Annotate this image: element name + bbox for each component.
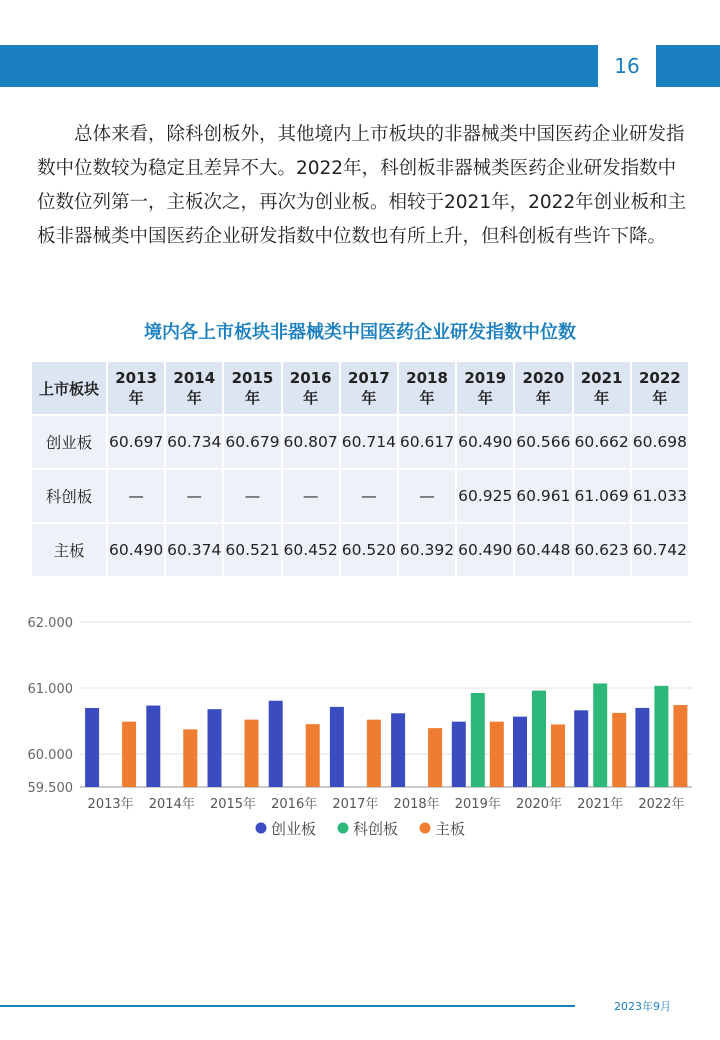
table-cell: — — [340, 469, 398, 523]
table-header-cell: 2022年 — [631, 361, 689, 415]
bar — [593, 683, 607, 787]
x-tick-label: 2022年 — [638, 797, 685, 812]
table-cell: 61.069 — [573, 469, 631, 523]
bar — [269, 701, 283, 787]
legend-marker — [256, 823, 267, 834]
y-tick-label: 59.500 — [27, 781, 73, 796]
table-cell: 60.807 — [282, 415, 340, 469]
bar-chart — [0, 600, 720, 860]
y-tick-label: 60.000 — [27, 748, 73, 763]
table-cell: 60.392 — [398, 523, 456, 577]
bar-chart-svg — [0, 600, 720, 860]
table-cell: 60.490 — [456, 523, 514, 577]
x-tick-label: 2013年 — [87, 797, 134, 812]
bar — [673, 705, 687, 787]
table-cell: 60.521 — [223, 523, 281, 577]
table-header-cell: 2017年 — [340, 361, 398, 415]
table-cell: 60.490 — [456, 415, 514, 469]
table-cell: 61.033 — [631, 469, 689, 523]
x-tick-label: 2016年 — [271, 797, 318, 812]
table-title: 境内各上市板块非器械类中国医药企业研发指数中位数 — [144, 322, 576, 343]
table-cell: 60.697 — [107, 415, 165, 469]
table-cell: 60.520 — [340, 523, 398, 577]
header-bar-right — [656, 45, 720, 87]
page-number: 16 — [614, 54, 640, 78]
bar — [208, 709, 222, 787]
x-tick-label: 2021年 — [577, 797, 624, 812]
bar — [513, 717, 527, 787]
table-cell: 60.374 — [165, 523, 223, 577]
bar — [122, 722, 136, 787]
bar — [146, 706, 160, 787]
table-cell: — — [165, 469, 223, 523]
x-tick-label: 2018年 — [393, 797, 440, 812]
bar — [574, 710, 588, 787]
table-header-cell: 2018年 — [398, 361, 456, 415]
table-row — [31, 469, 689, 523]
y-tick-label: 61.000 — [27, 682, 73, 697]
table-header-cell: 2016年 — [282, 361, 340, 415]
table-cell: 创业板 — [31, 415, 107, 469]
table-cell: 60.961 — [514, 469, 572, 523]
table-header-cell: 2021年 — [573, 361, 631, 415]
table-cell: 60.623 — [573, 523, 631, 577]
legend-marker — [420, 823, 431, 834]
legend-marker — [338, 823, 349, 834]
table-header-cell: 2019年 — [456, 361, 514, 415]
table-cell: — — [398, 469, 456, 523]
table-row — [31, 415, 689, 469]
bar — [532, 691, 546, 787]
table-cell: — — [282, 469, 340, 523]
bar — [85, 708, 99, 787]
table-cell: 60.742 — [631, 523, 689, 577]
table-header-cell: 2015年 — [223, 361, 281, 415]
table-cell: 科创板 — [31, 469, 107, 523]
table-row — [31, 523, 689, 577]
bar — [490, 722, 504, 787]
bar — [654, 686, 668, 787]
legend-label: 科创板 — [353, 820, 399, 838]
table-header-row — [31, 361, 689, 415]
table-cell: 60.662 — [573, 415, 631, 469]
table-cell: 60.698 — [631, 415, 689, 469]
footer-date: 2023年9月 — [614, 1000, 671, 1013]
bar — [245, 720, 259, 787]
table-cell: 主板 — [31, 523, 107, 577]
y-tick-label: 62.000 — [27, 616, 73, 631]
bar — [551, 724, 565, 787]
table-header-cell: 2020年 — [514, 361, 572, 415]
table-header-cell: 2013年 — [107, 361, 165, 415]
table-header-cell: 上市板块 — [31, 361, 107, 415]
bar — [391, 713, 405, 787]
bar — [612, 713, 626, 787]
bar — [428, 728, 442, 787]
table-cell: — — [107, 469, 165, 523]
table-cell: 60.617 — [398, 415, 456, 469]
bar — [306, 724, 320, 787]
bar — [367, 720, 381, 787]
footer-line — [0, 1005, 575, 1007]
bar — [183, 729, 197, 787]
legend-label: 主板 — [435, 820, 466, 838]
table-cell: 60.566 — [514, 415, 572, 469]
data-table — [30, 360, 690, 578]
bar — [330, 707, 344, 787]
table-cell: 60.714 — [340, 415, 398, 469]
table-header-cell: 2014年 — [165, 361, 223, 415]
x-tick-label: 2014年 — [148, 797, 195, 812]
bar — [471, 693, 485, 787]
table-cell: 60.490 — [107, 523, 165, 577]
x-tick-label: 2020年 — [515, 797, 563, 812]
body-paragraph: 总体来看，除科创板外，其他境内上市板块的非器械类中国医药企业研发指数中位数较为稳定且差异不大。2022年，科创板非器械类医药企业研发指数中位数位列第一，主板次之，再次为创业板。相较于2021年，2022年创业板和主板非器械类中国医药企业研发指数中位数也有所上升，但科创板有些许下降。 — [37, 124, 687, 247]
table-cell: 60.679 — [223, 415, 281, 469]
table-cell: 60.925 — [456, 469, 514, 523]
x-tick-label: 2015年 — [209, 797, 257, 812]
bar — [635, 708, 649, 787]
legend-label: 创业板 — [271, 820, 317, 838]
table-cell: — — [223, 469, 281, 523]
table-cell: 60.734 — [165, 415, 223, 469]
table-cell: 60.448 — [514, 523, 572, 577]
table-cell: 60.452 — [282, 523, 340, 577]
bar — [452, 722, 466, 787]
header-bar — [0, 45, 598, 87]
x-tick-label: 2017年 — [332, 797, 379, 812]
x-tick-label: 2019年 — [454, 797, 501, 812]
